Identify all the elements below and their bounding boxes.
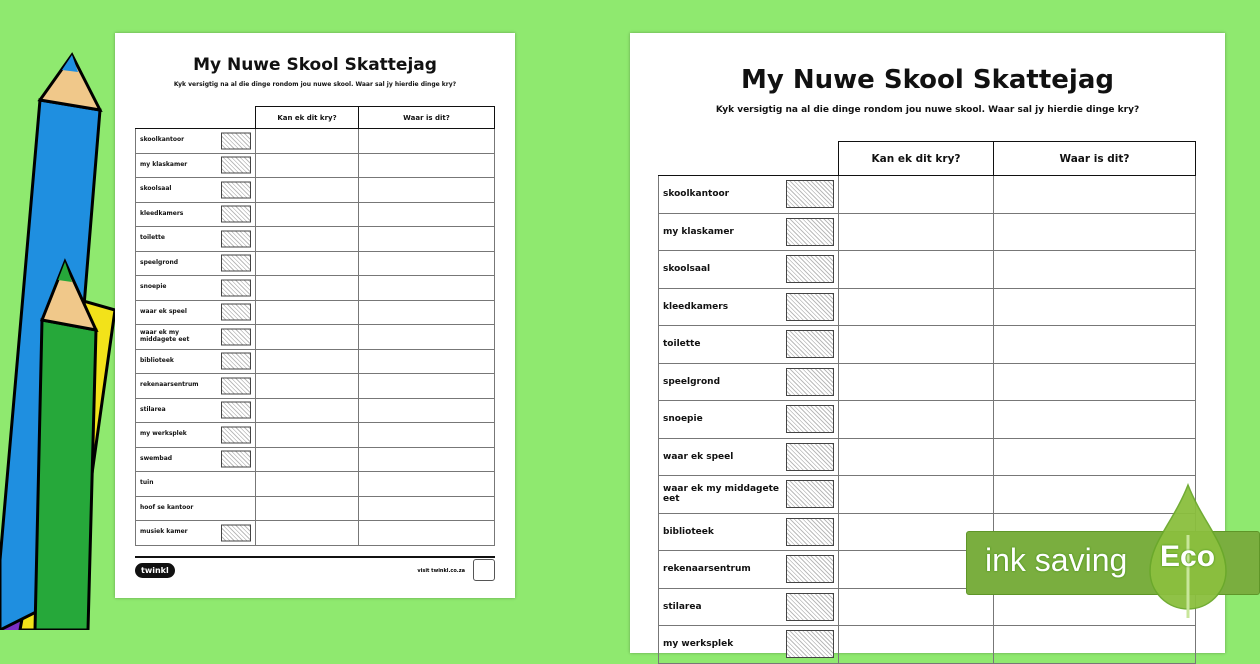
table-row [136,496,495,521]
clipart-icon [786,518,834,546]
row-label: snoepie [663,414,703,425]
row-label: my klaskamer [663,226,734,237]
clipart-icon [221,132,251,149]
row-label-cell [136,129,256,154]
row-label: tuin [140,479,154,487]
table-row [659,288,1196,326]
row-label: snoepie [140,283,167,291]
row-label: skoolsaal [140,185,172,193]
row-label-cell [659,326,839,364]
row-label-cell [659,551,839,589]
table-row [136,423,495,448]
table-row [136,129,495,154]
answer-where-cell[interactable] [994,401,1196,439]
answer-where-cell[interactable] [359,300,495,325]
table-row [659,213,1196,251]
row-label-cell [136,496,256,521]
answer-found-cell[interactable] [256,472,359,497]
row-label-cell [659,363,839,401]
answer-found-cell[interactable] [256,496,359,521]
worksheet-title: My Nuwe Skool Skattejag [193,55,437,75]
answer-found-cell[interactable] [256,349,359,374]
row-label-cell [136,251,256,276]
row-label-cell [659,588,839,626]
row-label-cell [136,423,256,448]
answer-where-cell[interactable] [994,213,1196,251]
table-row [136,349,495,374]
clipart-icon [221,255,251,272]
row-label: my werksplek [663,639,734,650]
row-label: hoof se kantoor [140,503,194,511]
row-label: musiek kamer [140,528,188,536]
row-label: waar ek speel [663,451,734,462]
row-label-cell [659,401,839,439]
answer-found-cell[interactable] [839,251,994,289]
row-label-cell [659,176,839,214]
table-row [659,401,1196,439]
row-label-cell [136,202,256,227]
row-label: skoolsaal [663,264,711,275]
row-label: rekenaarsentrum [140,381,199,389]
table-row [659,326,1196,364]
row-label: speelgrond [140,258,179,266]
clipart-icon [786,293,834,321]
row-label: kleedkamers [140,209,184,217]
row-label-cell [136,325,256,350]
answer-where-cell[interactable] [994,363,1196,401]
answer-where-cell[interactable] [359,374,495,399]
clipart-icon [221,353,251,370]
answer-found-cell[interactable] [256,374,359,399]
clipart-icon [786,443,834,471]
footer-divider [135,556,495,558]
row-label: my klaskamer [140,160,188,168]
clipart-icon [786,593,834,621]
table-row [136,374,495,399]
answer-found-cell[interactable] [839,476,994,514]
answer-found-cell[interactable] [839,288,994,326]
worksheet-table [135,106,495,546]
answer-where-cell[interactable] [359,251,495,276]
table-row [136,202,495,227]
clipart-icon [786,480,834,508]
answer-found-cell[interactable] [256,423,359,448]
answer-where-cell[interactable] [359,472,495,497]
worksheet-subtitle: Kyk versigtig na al die dinge rondom jou nuwe skool. Waar sal jy hierdie dinge kry? [173,81,457,88]
answer-where-cell[interactable] [359,202,495,227]
row-label: my werksplek [140,430,187,438]
clipart-icon [786,330,834,358]
row-label-cell [136,349,256,374]
table-row [136,398,495,423]
row-label-cell [659,251,839,289]
table-row [136,251,495,276]
row-label-cell [136,521,256,546]
clipart-icon [221,279,251,296]
row-label-cell [136,398,256,423]
clipart-icon [221,426,251,443]
answer-where-cell[interactable] [994,438,1196,476]
answer-found-cell[interactable] [839,438,994,476]
row-label-cell [659,438,839,476]
row-label-cell [136,472,256,497]
row-label: kleedkamers [663,301,729,312]
clipart-icon [221,451,251,468]
twinkl-logo: twinkl [135,563,175,578]
answer-found-cell[interactable] [839,363,994,401]
clipart-icon [221,157,251,174]
answer-found-cell[interactable] [256,153,359,178]
answer-where-cell[interactable] [359,521,495,546]
row-label-cell [659,513,839,551]
clipart-icon [221,304,251,321]
row-label: biblioteek [663,526,714,537]
row-label-cell [659,288,839,326]
worksheet-title: My Nuwe Skool Skattejag [741,65,1114,95]
table-row [659,251,1196,289]
row-label: rekenaarsentrum [663,564,751,575]
row-label-cell [136,276,256,301]
answer-where-cell[interactable] [359,325,495,350]
answer-found-cell[interactable] [256,521,359,546]
answer-where-cell[interactable] [359,276,495,301]
table-row [136,300,495,325]
table-row [659,176,1196,214]
answer-found-cell[interactable] [256,178,359,203]
answer-where-cell[interactable] [994,176,1196,214]
clipart-icon [786,180,834,208]
table-row [136,178,495,203]
column-header-found: Kan ek dit kry? [256,107,359,129]
clipart-icon [786,630,834,658]
row-label: swembad [140,454,173,462]
table-row [136,325,495,350]
row-label-cell [136,374,256,399]
answer-where-cell[interactable] [994,326,1196,364]
row-label: speelgrond [663,376,721,387]
row-label: stilarea [140,405,166,413]
colored-pencils-illustration [0,0,120,630]
answer-where-cell[interactable] [359,227,495,252]
answer-found-cell[interactable] [839,326,994,364]
row-label-cell [136,300,256,325]
ink-saving-label: ink saving [985,542,1128,578]
answer-where-cell[interactable] [359,423,495,448]
answer-found-cell[interactable] [256,447,359,472]
answer-where-cell[interactable] [359,349,495,374]
answer-where-cell[interactable] [359,447,495,472]
answer-found-cell[interactable] [839,401,994,439]
answer-found-cell[interactable] [256,300,359,325]
row-label-cell [659,213,839,251]
clipart-icon [786,368,834,396]
answer-where-cell[interactable] [994,626,1196,664]
clipart-icon [221,328,251,345]
answer-found-cell[interactable] [256,398,359,423]
table-row [136,447,495,472]
clipart-icon [221,377,251,394]
table-row [136,276,495,301]
answer-where-cell[interactable] [359,178,495,203]
table-row [136,521,495,546]
row-label-cell [659,626,839,664]
row-label: biblioteek [140,356,174,364]
row-label: toilette [140,234,165,242]
table-row [659,363,1196,401]
row-label-cell [659,476,839,514]
row-label: waar ek my middagete eet [140,328,190,343]
table-row [136,153,495,178]
answer-found-cell[interactable] [256,202,359,227]
table-row [136,227,495,252]
table-row [136,472,495,497]
row-label: toilette [663,339,701,350]
answer-where-cell[interactable] [359,153,495,178]
answer-found-cell[interactable] [256,325,359,350]
table-row [659,438,1196,476]
clipart-icon [786,255,834,283]
clipart-icon [221,524,251,541]
answer-found-cell[interactable] [256,251,359,276]
answer-where-cell[interactable] [994,288,1196,326]
clipart-icon [221,181,251,198]
table-row [659,476,1196,514]
answer-where-cell[interactable] [359,129,495,154]
footer-link: visit twinkl.co.za [417,568,465,574]
answer-found-cell[interactable] [839,626,994,664]
table-row [659,626,1196,664]
answer-where-cell[interactable] [359,496,495,521]
clipart-icon [221,402,251,419]
clipart-icon [786,405,834,433]
row-label-cell [136,178,256,203]
row-label: stilarea [663,601,702,612]
clipart-icon [786,555,834,583]
answer-found-cell[interactable] [839,176,994,214]
row-label: waar ek my middagete eet [663,483,780,505]
clipart-icon [221,230,251,247]
row-label-cell [136,227,256,252]
clipart-icon [786,218,834,246]
eco-label: Eco [1160,540,1216,573]
row-label: skoolkantoor [140,136,185,144]
answer-found-cell[interactable] [256,129,359,154]
row-label: skoolkantoor [663,189,730,200]
answer-found-cell[interactable] [256,276,359,301]
column-header-where: Waar is dit? [359,107,495,129]
worksheet-preview-small [115,33,515,598]
row-label-cell [136,153,256,178]
worksheet-subtitle: Kyk versigtig na al die dinge rondom jou nuwe skool. Waar sal jy hierdie dinge kry? [715,105,1140,115]
row-label: waar ek speel [140,307,187,315]
answer-where-cell[interactable] [359,398,495,423]
row-label-cell [136,447,256,472]
column-header-where: Waar is dit? [994,142,1196,176]
clipart-icon [221,206,251,223]
answer-found-cell[interactable] [256,227,359,252]
column-header-found: Kan ek dit kry? [839,142,994,176]
answer-found-cell[interactable] [839,213,994,251]
checked-badge-icon [473,559,495,581]
answer-where-cell[interactable] [994,251,1196,289]
